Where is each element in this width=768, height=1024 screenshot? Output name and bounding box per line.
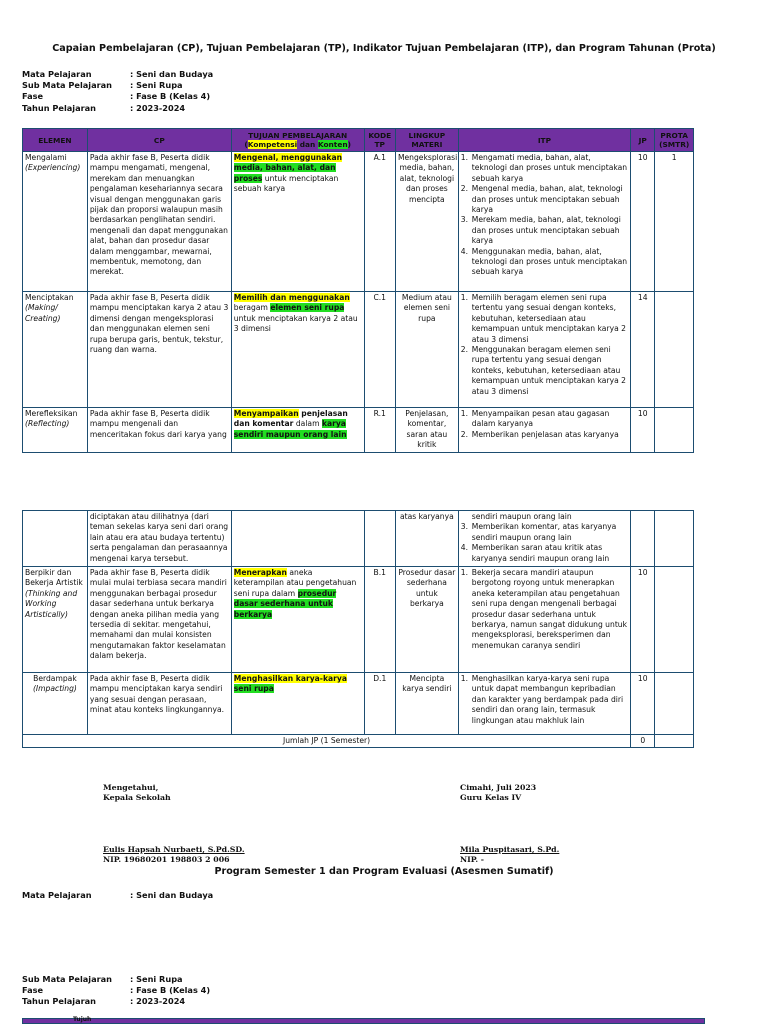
list-item: 3. Memberikan komentar, atas karyanya sendiri maupun orang lain — [460, 522, 617, 542]
header-elemen: ELEMEN — [23, 129, 88, 152]
meta-row: Mata Pelajaran : Seni dan Budaya — [22, 69, 214, 79]
meta-block-2-top — [22, 890, 213, 901]
cell-elemen: Berpikir dan Bekerja Artistik (Thinking and Working Artistically) — [23, 567, 88, 673]
meta-row: Tahun Pelajaran : 2023-2024 — [22, 996, 186, 1007]
signature-left: Mengetahui, Kepala Sekolah — [103, 783, 171, 802]
cell-kode — [364, 511, 395, 567]
page-title: Capaian Pembelajaran (CP), Tujuan Pembelajaran (TP), Indikator Tujuan Pembelajaran (ITP), dan Program Tahunan (Prota) — [52, 43, 716, 54]
list-item: 4. Menggunakan media, bahan, alat, teknologi dan proses untuk menciptakan sebuah karya — [460, 246, 628, 277]
cell-elemen: Merefleksikan (Reflecting) — [23, 408, 88, 453]
table-row — [23, 567, 694, 673]
table-row — [23, 152, 694, 292]
table-row — [23, 673, 694, 735]
cell-kode: B.1 — [364, 567, 395, 673]
header-tp: TUJUAN PEMBELAJARAN (Kompetensi dan Konten) — [231, 129, 364, 152]
cell-lingkup: Mengeksplorasi media, bahan, alat, teknologi dan proses mencipta — [395, 152, 458, 292]
table-header-row — [23, 129, 694, 152]
cell-cp: Pada akhir fase B, Peserta didik mampu mengenali dan menceritakan fokus dari karya yang — [87, 408, 231, 453]
header-cp: CP — [87, 129, 231, 152]
list-item: 1. Menghasilkan karya-karya seni rupa untuk dapat membangun kepribadian dan karakter yang berdampak pada diri sendiri dan orang lain, termasuk lingkungan atau makhluk lain — [460, 674, 624, 725]
list-item: 1. Bekerja secara mandiri ataupun bergotong royong untuk menerapkan aneka keterampilan atau pengetahuan seni rupa dengan mengenali berbagai prosedur dasar sederhana untuk berkarya, namun sangat didukung untuk mengeksplorasi, bereksperimen dan menemukan caranya sendiri — [460, 568, 628, 650]
cell-tp — [231, 511, 364, 567]
cell-cp: Pada akhir fase B, Peserta didik mampu menciptakan karya 2 atau 3 dimensi dengan mengeksplorasi dan menggunakan elemen seni rupa berupa garis, bentuk, tekstur, ruang dan warna. — [87, 292, 231, 408]
cell-jp: 10 — [631, 673, 655, 735]
cell-itp — [458, 567, 630, 673]
header-kode: KODE TP — [364, 129, 395, 152]
cell-tp: Menerapkan aneka keterampilan atau pengetahuan seni rupa dalam prosedur dasar sederhana untuk berkarya — [231, 567, 364, 673]
cell-kode: A.1 — [364, 152, 395, 292]
list-item: 1. Menyampaikan pesan atau gagasan dalam karyanya — [460, 409, 610, 429]
cell-itp: sendiri maupun orang lain 3. Memberikan komentar, atas karyanya sendiri maupun orang lain 4. Memberikan saran atau kritik atas karyanya sendiri maupun orang lain — [458, 511, 630, 567]
header-prota: PROTA (SMTR) — [655, 129, 694, 152]
section-title: Program Semester 1 dan Program Evaluasi (Asesmen Sumatif) — [214, 866, 554, 877]
table-row — [23, 408, 694, 453]
meta-block — [22, 69, 213, 114]
cell-kode: C.1 — [364, 292, 395, 408]
signature-left-name: Eulis Hapsah Nurbaeti, S.Pd.SD. NIP. 19680201 198803 2 006 — [103, 845, 245, 864]
header-jp: JP — [631, 129, 655, 152]
cell-elemen: Mengalami (Experiencing) — [23, 152, 88, 292]
list-item: 2. Mengenal media, bahan, alat, teknologi dan proses untuk menciptakan sebuah karya — [460, 184, 623, 215]
cp-tp-table-continued — [22, 510, 694, 748]
cell-tp: Mengenal, menggunakan media, bahan, alat, dan proses untuk menciptakan sebuah karya — [231, 152, 364, 292]
meta-row: Fase : Fase B (Kelas 4) — [22, 91, 211, 102]
cell-itp — [458, 292, 630, 408]
list-item: 2. Memberikan penjelasan atas karyanya — [460, 429, 619, 439]
header-itp: ITP — [458, 129, 630, 152]
signature-right: Cimahi, Juli 2023 Guru Kelas IV — [460, 783, 537, 802]
total-label: Jumlah JP (1 Semester) — [23, 735, 631, 748]
cell-tp: Menyampaikan penjelasan dan komentar dalam karya sendiri maupun orang lain — [231, 408, 364, 453]
cell-itp — [458, 408, 630, 453]
cell-jp: 14 — [631, 292, 655, 408]
cell-jp: 10 — [631, 567, 655, 673]
list-item: 4. Memberikan saran atau kritik atas karyanya sendiri maupun orang lain — [460, 543, 610, 563]
cell-tp: Menghasilkan karya-karya seni rupa — [231, 673, 364, 735]
table-row — [23, 511, 694, 567]
list-item: 1. Mengamati media, bahan, alat, teknologi dan proses untuk menciptakan sebuah karya — [460, 153, 628, 183]
cell-prota — [655, 292, 694, 408]
total-value: 0 — [631, 735, 655, 748]
meta-row: Fase : Fase B (Kelas 4) — [22, 985, 211, 996]
cell-itp — [458, 152, 630, 292]
list-item: 1. Memilih beragam elemen seni rupa tertentu yang sesuai dengan konteks, kebutuhan, ketersediaan atau kemampuan untuk menciptakan karya 2 atau 3 dimensi — [460, 293, 626, 344]
meta-row: Sub Mata Pelajaran : Seni Rupa — [22, 974, 183, 984]
cell-elemen: Berdampak (Impacting) — [23, 673, 88, 735]
cell-lingkup: atas karyanya — [395, 511, 458, 567]
cell-lingkup: Prosedur dasar sederhana untuk berkarya — [395, 567, 458, 673]
meta-block-2 — [22, 974, 210, 1008]
cell-elemen: Menciptakan (Making/ Creating) — [23, 292, 88, 408]
cell-kode: R.1 — [364, 408, 395, 453]
cell-tp: Memilih dan menggunakan beragam elemen seni rupa untuk menciptakan karya 2 atau 3 dimensi — [231, 292, 364, 408]
cell-prota — [655, 511, 694, 567]
list-item: 2. Menggunakan beragam elemen seni rupa tertentu yang sesuai dengan konteks, kebutuhan, ketersediaan atau kemampuan untuk menciptakan karya 2 atau 3 dimensi — [460, 345, 626, 396]
meta-row: Mata Pelajaran : Seni dan Budaya — [22, 890, 214, 900]
cell-lingkup: Penjelasan, komentar, saran atau kritik — [395, 408, 458, 453]
cell-kode: D.1 — [364, 673, 395, 735]
cell-jp: 10 — [631, 152, 655, 292]
cell-cp: diciptakan atau dilihatnya (dari teman sekelas karya seni dari orang lain atau era atau budaya tertentu) serta pengalaman dan perasaannya mengenai karya tersebut. — [87, 511, 231, 567]
cell-prota — [655, 673, 694, 735]
cell-cp: Pada akhir fase B, Peserta didik mampu menciptakan karya sendiri yang sesuai dengan perasaan, minat atau konteks lingkungannya. — [87, 673, 231, 735]
cell-prota: 1 — [655, 152, 694, 292]
cell-prota — [655, 567, 694, 673]
cell-jp: 10 — [631, 408, 655, 453]
meta-row: Sub Mata Pelajaran : Seni Rupa — [22, 80, 183, 91]
semester-table-header: Tujuh — [22, 1018, 705, 1024]
cell-lingkup: Medium atau elemen seni rupa — [395, 292, 458, 408]
cell-jp — [631, 511, 655, 567]
cp-tp-table — [22, 128, 694, 453]
header-lingkup: LINGKUP MATERI — [395, 129, 458, 152]
signature-right-name: Mila Puspitasari, S.Pd. NIP. - — [460, 845, 560, 864]
cell-itp — [458, 673, 630, 735]
table-row — [23, 292, 694, 408]
total-row — [23, 735, 694, 748]
list-item: 3. Merekam media, bahan, alat, teknologi dan proses untuk menciptakan sebuah karya — [460, 215, 621, 246]
meta-row: Tahun Pelajaran : 2023-2024 — [22, 102, 186, 113]
cell-prota — [655, 408, 694, 453]
cell-elemen — [23, 511, 88, 567]
cell-cp: Pada akhir fase B, Peserta didik mampu mengamati, mengenal, merekam dan menuangkan pengalaman kesehariannya secara visual dengan menggunakan garis pijak dan proporsi walaupun masih berdasarkan penglihatan sendiri. mengenali dan dapat menggunakan alat, bahan dan prosedur dasar dalam menggambar, mewarnai, membentuk, memotong, dan merekat. — [87, 152, 231, 292]
cell-cp: Pada akhir fase B, Peserta didik mulai mulai terbiasa secara mandiri menggunakan berbagai prosedur dasar sederhana untuk berkarya dengan aneka pilihan media yang tersedia di sekitar. mengetahui, memahami dan mulai konsisten mengutamakan faktor keselamatan dalam bekerja. — [87, 567, 231, 673]
cell-lingkup: Mencipta karya sendiri — [395, 673, 458, 735]
